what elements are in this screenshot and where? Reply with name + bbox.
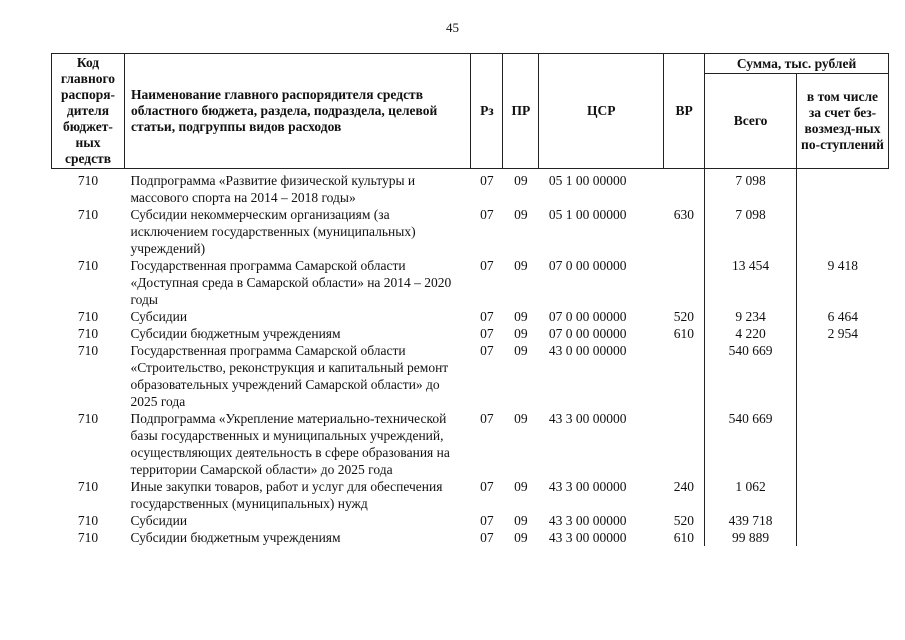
cell-incl: 2 954 [827, 326, 858, 341]
cell-vr [664, 410, 705, 478]
cell-incl: 9 418 [827, 258, 858, 273]
cell-code: 710 [77, 258, 99, 273]
table-body [52, 169, 889, 547]
header-name: Наименование главного распорядителя средств областного бюджета, раздела, подраздела, целевой статьи, подгруппы видов расходов [124, 54, 470, 169]
cell-name: Субсидии некоммерческим организациям (за исключением государственных (муниципальных) учреждений) [130, 207, 416, 256]
cell-csr: 43 3 00 00000 [548, 411, 627, 426]
cell-total: 1 062 [705, 478, 797, 512]
cell-code: 710 [77, 173, 99, 188]
cell-incl [797, 410, 889, 478]
header-csr: ЦСР [539, 54, 664, 169]
budget-table [51, 53, 889, 546]
cell-vr: 240 [673, 479, 695, 494]
cell-total: 99 889 [705, 529, 797, 546]
cell-total: 13 454 [705, 257, 797, 308]
cell-pr: 09 [514, 207, 528, 222]
cell-incl: 6 464 [827, 309, 858, 324]
header-total: Всего [705, 74, 797, 169]
cell-code: 710 [77, 309, 99, 324]
header-rz: Рз [471, 54, 503, 169]
cell-pr: 09 [514, 343, 528, 358]
header-code: Код главного распоря-дителя бюджет-ных средств [52, 54, 125, 169]
cell-incl [797, 529, 889, 546]
cell-vr [664, 169, 705, 207]
cell-pr: 09 [514, 326, 528, 341]
header-incl: в том числе за счет без-возмезд-ных по-ступлений [797, 74, 889, 169]
cell-total: 9 234 [705, 308, 797, 325]
table-row [52, 512, 889, 529]
table-row [52, 325, 889, 342]
cell-name: Субсидии [130, 513, 188, 528]
cell-csr: 05 1 00 00000 [548, 173, 627, 188]
table-row [52, 308, 889, 325]
cell-vr: 630 [673, 207, 695, 222]
cell-pr: 09 [514, 258, 528, 273]
header-sum-group: Сумма, тыс. рублей [705, 54, 889, 74]
cell-name: Государственная программа Самарской области «Строительство, реконструкция и капитальный ремонт образовательных учреждений Самарской области» до 2025 года [130, 343, 449, 409]
cell-rz: 07 [480, 411, 494, 426]
cell-rz: 07 [480, 258, 494, 273]
table-header [52, 54, 889, 169]
table-row [52, 478, 889, 512]
cell-pr: 09 [514, 411, 528, 426]
table-row [52, 257, 889, 308]
cell-csr: 43 3 00 00000 [548, 479, 627, 494]
cell-code: 710 [77, 513, 99, 528]
cell-rz: 07 [480, 479, 494, 494]
cell-name: Субсидии [130, 309, 188, 324]
cell-rz: 07 [480, 309, 494, 324]
cell-vr [664, 257, 705, 308]
cell-rz: 07 [480, 173, 494, 188]
cell-name: Иные закупки товаров, работ и услуг для обеспечения государственных (муниципальных) нужд [130, 479, 443, 511]
cell-code: 710 [77, 479, 99, 494]
cell-rz: 07 [480, 343, 494, 358]
cell-csr: 07 0 00 00000 [548, 326, 627, 341]
header-pr: ПР [503, 54, 539, 169]
cell-total: 540 669 [705, 342, 797, 410]
cell-incl [797, 512, 889, 529]
cell-csr: 07 0 00 00000 [548, 258, 627, 273]
table-row [52, 529, 889, 546]
cell-incl [797, 206, 889, 257]
cell-rz: 07 [480, 207, 494, 222]
cell-rz: 07 [480, 326, 494, 341]
cell-incl [797, 342, 889, 410]
table-row [52, 169, 889, 207]
cell-vr [664, 342, 705, 410]
cell-pr: 09 [514, 530, 528, 545]
cell-total: 540 669 [705, 410, 797, 478]
cell-csr: 43 3 00 00000 [548, 513, 627, 528]
cell-pr: 09 [514, 513, 528, 528]
header-vr: ВР [664, 54, 705, 169]
cell-pr: 09 [514, 173, 528, 188]
cell-name: Подпрограмма «Укрепление материально-технической базы государственных и муниципальных учреждений, осуществляющих деятельность в сфере образования на территории Самарской области» до 2025 года [130, 411, 450, 477]
cell-code: 710 [77, 343, 99, 358]
cell-rz: 07 [480, 530, 494, 545]
cell-incl [797, 169, 889, 207]
cell-code: 710 [77, 530, 99, 545]
table-row [52, 342, 889, 410]
cell-name: Государственная программа Самарской области «Доступная среда в Самарской области» на 2014 – 2020 годы [130, 258, 452, 307]
cell-pr: 09 [514, 309, 528, 324]
cell-csr: 07 0 00 00000 [548, 309, 627, 324]
cell-name: Подпрограмма «Развитие физической культуры и массового спорта на 2014 – 2018 годы» [130, 173, 416, 205]
cell-name: Субсидии бюджетным учреждениям [130, 326, 341, 341]
cell-total: 7 098 [705, 169, 797, 207]
cell-total: 4 220 [705, 325, 797, 342]
cell-code: 710 [77, 326, 99, 341]
table-row [52, 410, 889, 478]
cell-code: 710 [77, 411, 99, 426]
cell-vr: 520 [673, 309, 695, 324]
cell-csr: 43 3 00 00000 [548, 530, 627, 545]
cell-name: Субсидии бюджетным учреждениям [130, 530, 341, 545]
cell-incl [797, 478, 889, 512]
cell-pr: 09 [514, 479, 528, 494]
cell-vr: 520 [673, 513, 695, 528]
cell-total: 7 098 [705, 206, 797, 257]
cell-csr: 43 0 00 00000 [548, 343, 627, 358]
cell-vr: 610 [673, 530, 695, 545]
cell-code: 710 [77, 207, 99, 222]
cell-rz: 07 [480, 513, 494, 528]
cell-total: 439 718 [705, 512, 797, 529]
table-row [52, 206, 889, 257]
cell-vr: 610 [673, 326, 695, 341]
cell-csr: 05 1 00 00000 [548, 207, 627, 222]
page-number: 45 [446, 20, 459, 35]
